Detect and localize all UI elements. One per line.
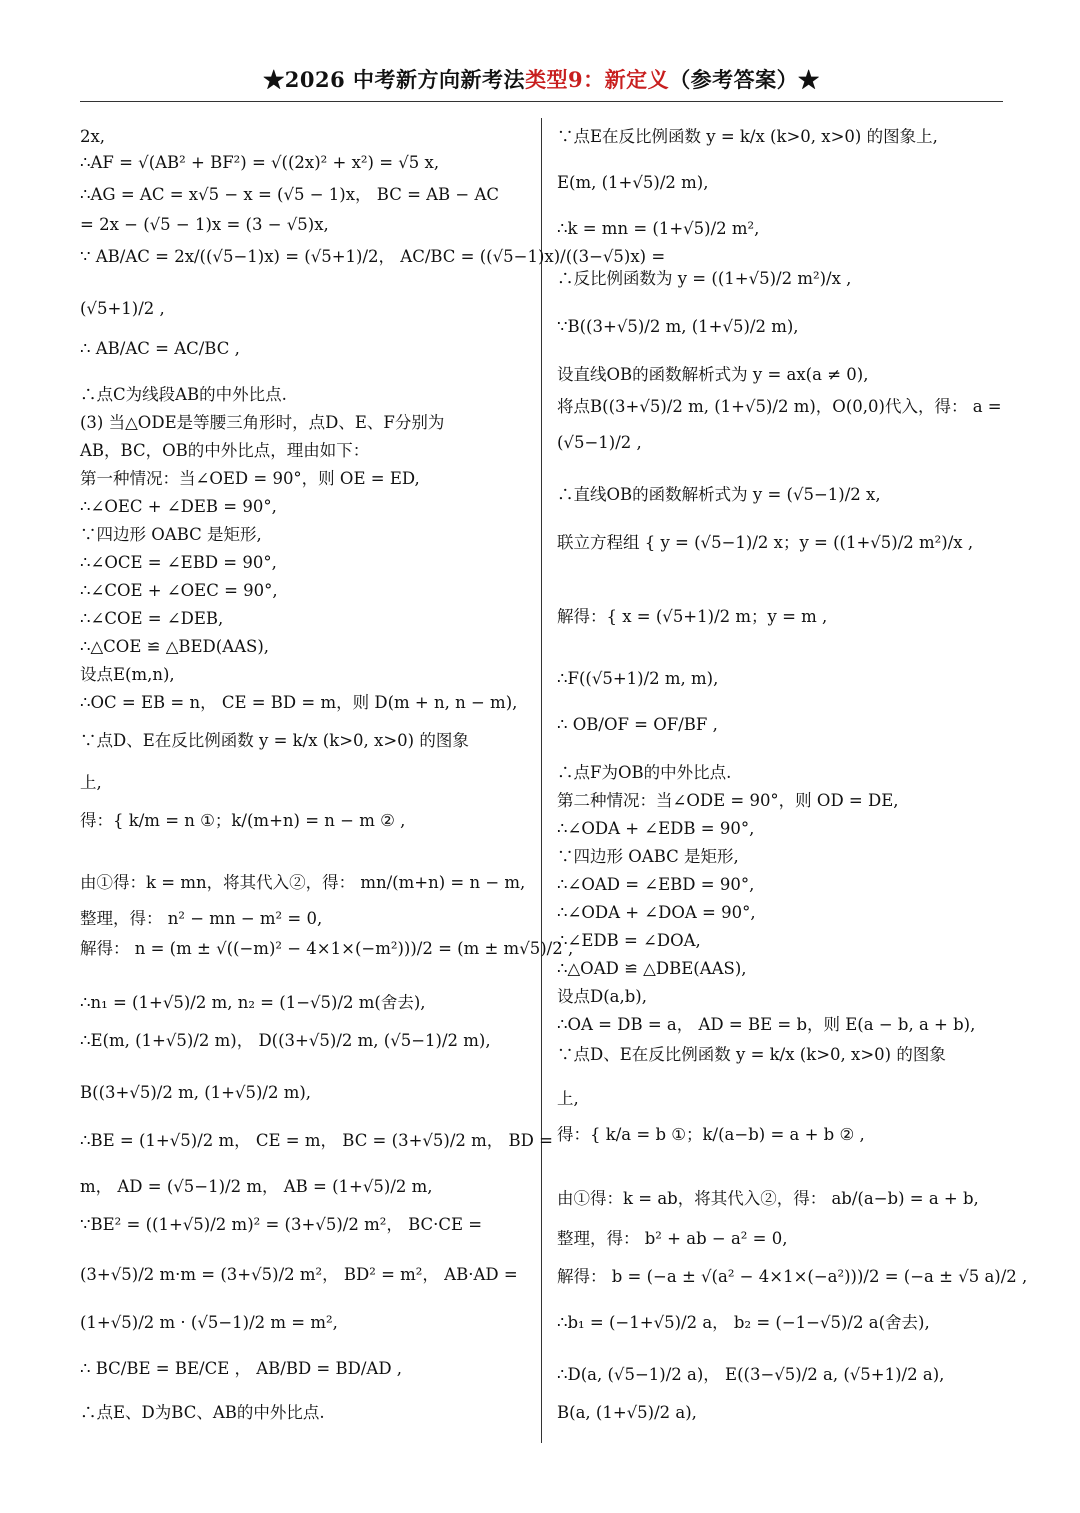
right-solution-line: E(m, (1+√5)/2 m), [557, 173, 709, 192]
header-suffix: （参考答案）★ [669, 67, 820, 92]
left-solution-line: (3+√5)/2 m·m = (3+√5)/2 m²， BD² = m²， AB·AD = [80, 1265, 518, 1284]
right-solution-line: ∴D(a, (√5−1)/2 a)， E((3−√5)/2 a, (√5+1)/2 a), [557, 1365, 945, 1384]
left-solution-line: 上, [80, 773, 102, 792]
left-solution-line: (3) 当△ODE是等腰三角形时，点D、E、F分别为 [80, 413, 445, 432]
left-solution-line: ∴OC = EB = n， CE = BD = m，则 D(m + n, n − m), [80, 693, 518, 712]
left-solution-line: ∴△COE ≌ △BED(AAS), [80, 637, 270, 656]
page-header [80, 58, 1003, 102]
right-solution-line: 上, [557, 1089, 579, 1108]
right-solution-line: ∵点E在反比例函数 y = k/x (k>0, x>0) 的图象上, [557, 127, 938, 146]
left-solution-line: ∴E(m, (1+√5)/2 m)， D((3+√5)/2 m, (√5−1)/2 m), [80, 1031, 491, 1050]
right-solution-line: 设直线OB的函数解析式为 y = ax(a ≠ 0), [557, 365, 869, 384]
right-solution-line: ∴△OAD ≌ △DBE(AAS), [557, 959, 747, 978]
right-solution-line: ∴反比例函数为 y = ((1+√5)/2 m²)/x , [557, 269, 852, 288]
left-solution-line: 整理，得： n² − mn − m² = 0, [80, 909, 323, 928]
left-solution-line: ∴AF = √(AB² + BF²) = √((2x)² + x²) = √5 x, [80, 153, 440, 172]
left-solution-line: m， AD = (√5−1)/2 m， AB = (1+√5)/2 m, [80, 1177, 433, 1196]
left-solution-line: (√5+1)/2 , [80, 299, 165, 318]
left-solution-line: = 2x − (√5 − 1)x = (3 − √5)x, [80, 215, 329, 234]
left-solution-line: ∴BE = (1+√5)/2 m， CE = m， BC = (3+√5)/2 m， BD = [80, 1131, 553, 1150]
right-solution-line: ∴∠ODA + ∠DOA = 90°, [557, 903, 756, 922]
right-solution-line: ∴OA = DB = a， AD = BE = b，则 E(a − b, a + b), [557, 1015, 976, 1034]
left-solution-line: ∴∠OCE = ∠EBD = 90°, [80, 553, 277, 572]
right-solution-line: ∴∠OAD = ∠EBD = 90°, [557, 875, 755, 894]
left-solution-line: ∴ BC/BE = BE/CE ， AB/BD = BD/AD , [80, 1359, 403, 1378]
left-solution-line: (1+√5)/2 m · (√5−1)/2 m = m², [80, 1313, 338, 1332]
right-solution-line: 将点B((3+√5)/2 m, (1+√5)/2 m)，O(0,0)代入，得： a = [557, 397, 1002, 416]
header-rule [80, 101, 1003, 102]
right-solution-line: ∵四边形 OABC 是矩形, [557, 847, 739, 866]
left-solution-line: ∴点E、D为BC、AB的中外比点. [80, 1403, 325, 1422]
left-solution-line: 2x, [80, 127, 106, 146]
right-solution-line: 解得： b = (−a ± √(a² − 4×1×(−a²)))/2 = (−a ± √5 a)/2 , [557, 1267, 1028, 1286]
right-solution-line: (√5−1)/2 , [557, 433, 642, 452]
left-solution-line: ∴点C为线段AB的中外比点. [80, 385, 287, 404]
right-solution-line: ∴∠EDB = ∠DOA, [557, 931, 701, 950]
right-solution-line: ∵点D、E在反比例函数 y = k/x (k>0, x>0) 的图象 [557, 1045, 946, 1064]
right-solution-line: ∴F((√5+1)/2 m, m), [557, 669, 719, 688]
right-solution-line: ∴点F为OB的中外比点. [557, 763, 732, 782]
right-solution-line: ∴直线OB的函数解析式为 y = (√5−1)/2 x, [557, 485, 881, 504]
left-solution-line: 第一种情况：当∠OED = 90°，则 OE = ED, [80, 469, 420, 488]
header-category: 类型9：新定义 [525, 67, 670, 92]
right-solution-line: B(a, (1+√5)/2 a), [557, 1403, 697, 1422]
left-solution-line: ∴n₁ = (1+√5)/2 m, n₂ = (1−√5)/2 m(舍去), [80, 993, 426, 1012]
left-solution-line: ∴∠OEC + ∠DEB = 90°, [80, 497, 277, 516]
left-solution-line: ∵点D、E在反比例函数 y = k/x (k>0, x>0) 的图象 [80, 731, 469, 750]
left-solution-line: 设点E(m,n), [80, 665, 175, 684]
left-solution-line: ∵四边形 OABC 是矩形, [80, 525, 262, 544]
right-solution-line: ∴ OB/OF = OF/BF , [557, 715, 718, 734]
right-solution-line: 整理，得： b² + ab − a² = 0, [557, 1229, 788, 1248]
left-solution-line: ∴∠COE = ∠DEB, [80, 609, 224, 628]
left-solution-line: 得：{ k/m = n ①；k/(m+n) = n − m ② , [80, 811, 406, 830]
header-prefix: ★2026 中考新方向新考法 [263, 67, 526, 92]
right-solution-line: 设点D(a,b), [557, 987, 647, 1006]
left-solution-line: ∴∠COE + ∠OEC = 90°, [80, 581, 278, 600]
left-solution-line: 解得： n = (m ± √((−m)² − 4×1×(−m²)))/2 = (m ± m√5)/2 , [80, 939, 574, 958]
column-divider [541, 118, 542, 1443]
left-solution-line: B((3+√5)/2 m, (1+√5)/2 m), [80, 1083, 312, 1102]
right-solution-line: ∵B((3+√5)/2 m, (1+√5)/2 m), [557, 317, 799, 336]
right-solution-line: 得：{ k/a = b ①；k/(a−b) = a + b ② , [557, 1125, 865, 1144]
right-solution-line: ∴∠ODA + ∠EDB = 90°, [557, 819, 755, 838]
left-solution-line: ∵ AB/AC = 2x/((√5−1)x) = (√5+1)/2， AC/BC = ((√5−1)x)/((3−√5)x) = [80, 247, 666, 266]
right-solution-line: 联立方程组 { y = (√5−1)/2 x；y = ((1+√5)/2 m²)/x , [557, 533, 974, 552]
right-solution-line: ∴b₁ = (−1+√5)/2 a， b₂ = (−1−√5)/2 a(舍去), [557, 1313, 930, 1332]
right-solution-line: ∴k = mn = (1+√5)/2 m², [557, 219, 760, 238]
left-solution-line: ∴ AB/AC = AC/BC , [80, 339, 240, 358]
left-solution-line: AB，BC，OB的中外比点，理由如下： [80, 441, 370, 460]
right-solution-line: 由①得：k = ab，将其代入②，得： ab/(a−b) = a + b, [557, 1189, 979, 1208]
left-solution-line: ∴AG = AC = x√5 − x = (√5 − 1)x， BC = AB − AC [80, 185, 500, 204]
right-solution-line: 解得：{ x = (√5+1)/2 m；y = m , [557, 607, 828, 626]
left-solution-line: 由①得：k = mn，将其代入②，得： mn/(m+n) = n − m, [80, 873, 526, 892]
right-solution-line: 第二种情况：当∠ODE = 90°，则 OD = DE, [557, 791, 899, 810]
left-solution-line: ∵BE² = ((1+√5)/2 m)² = (3+√5)/2 m²， BC·CE = [80, 1215, 483, 1234]
